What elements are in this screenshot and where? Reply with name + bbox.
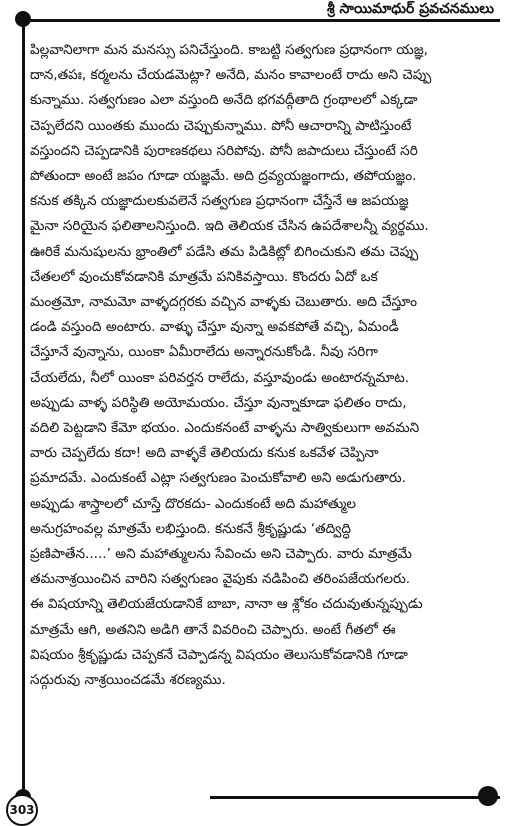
body-text xyxy=(30,38,498,693)
text-line: మైనా సరియైన ఫలితాలనిస్తుంది. ఇది తెలియక చేసిన ఉపదేశాలన్నీ వ్యర్థము. xyxy=(30,218,429,235)
text-line: వదిలి పెట్టడాని కేమో భయం. ఎందుకనంటే వాళ్ళను సాత్వికులుగా అవమని xyxy=(30,420,420,437)
text-line: కున్నాము. సత్వగుణం ఎలా వస్తుంది అనేది భగవద్గీతాది గ్రంథాలలో ఎక్కడా xyxy=(30,92,418,109)
running-header-title: శ్రీ సాయిమాధుర్ ప్రవచనములు xyxy=(323,0,498,18)
text-line: వారు చెప్పలేదు కదా! అది వాళ్ళకే తెలియదు కనుక ఒకవేళ చెప్పినా xyxy=(30,445,379,462)
page-number: 303 xyxy=(6,794,38,826)
text-line: చేస్తూనే వున్నాను, యింకా ఏమీరాలేదు అన్నారనుకోండి. నీవు సరిగా xyxy=(30,344,378,361)
text-line: అనుగ్రహంవల్ల మాత్రమే లభిస్తుంది. కనుకనే శ్రీకృష్ణుడు ‘తద్విద్ధి xyxy=(30,520,351,537)
text-line: వస్తుందని చెప్పడానికి పురాణకథలు సరిపోవు. పోనీ జపాదులు చేస్తుంటే సరి xyxy=(30,142,418,159)
text-line: చేయలేదు, నీలో యింకా పరివర్తన రాలేదు, వస్తూవుండు అంటారన్నమాట. xyxy=(30,369,410,386)
text-line: చెప్పలేదని యింతకు ముందు చెప్పుకున్నాము. పోనీ ఆచారాన్ని పాటిస్తుంటే xyxy=(30,117,412,134)
text-line: ప్రణిపాతేన.....’ అని మహాత్ములను సేవించు అని చెప్పారు. వారు మాత్రమే xyxy=(30,546,412,563)
text-line: ప్రమాదమే. ఎందుకంటే ఎట్లా సత్వగుణం పెంచుకోవాలి అని అడుగుతారు. xyxy=(30,470,406,487)
page-frame-bottom-rule xyxy=(210,796,500,799)
text-line: పోతుందా అంటే జపం గూడా యజ్ఞమే. అది ద్రవ్యయజ్ఞంగాదు, తపోయజ్ఞం. xyxy=(30,168,417,185)
text-line: కనుక తక్కిన యజ్ఞాదులకువలెనే సత్వగుణ ప్రధానంగా చేస్తేనే ఆ జపయజ్ఞ xyxy=(30,193,409,210)
text-line: చేతలలో వుంచుకోవడానికి మాత్రమే పనికివస్తాయి. కొందరు ఏదో ఒక xyxy=(30,268,378,285)
text-line: దాన,తపః, కర్మలను చేయడమెట్లా? అనేది, మనం కావాలంటే రాదు అని చెప్పు xyxy=(30,67,432,84)
text-line: విషయం శ్రీకృష్ణుడు చెప్పకనే చెప్పాడన్న విషయం తెలుసుకోవడానికి గూడా xyxy=(30,646,408,663)
frame-corner-dot-bottom-right xyxy=(478,786,498,806)
text-line: అప్పుడు శాస్త్రాలలో చూస్తే దొరకదు- ఎందుకంటే అది మహాత్ముల xyxy=(30,495,357,512)
text-line: అప్పుడు వాళ్ళ పరిస్థితి అయోమయం. చేస్తూ వున్నాకూడా ఫలితం రాదు, xyxy=(30,394,407,411)
page-frame-left-rule xyxy=(22,19,25,795)
text-line: ఊరికే మనుషులను భ్రాంతిలో పడేసి తమ పిడికిట్లో బిగించుకుని తమ చెప్పు xyxy=(30,243,419,260)
text-line: తమనాశ్రయించిన వారిని సత్వగుణం వైపుకు నడిపించి తరింపజేయగలరు. xyxy=(30,571,411,588)
text-line: మంత్రమో, నామమో వాళ్ళదగ్గరకు వచ్చిన వాళ్ళకు చెబుతారు. అది చేస్తూం xyxy=(30,294,418,311)
page-frame-top-rule xyxy=(22,19,500,22)
text-line: సద్గురువు నాశ్రయించడమే శరణ్యము. xyxy=(30,672,226,689)
text-line: ఈ విషయాన్ని తెలియజేయడానికే బాబా, నానా ఆ శ్లోకం చదువుతున్నప్పుడు xyxy=(30,596,423,613)
text-line: మాత్రమే ఆగి, అతనిని అడిగి తానే వివరించి చెప్పారు. అంటే గీతలో ఈ xyxy=(30,621,396,638)
frame-corner-dot-top-left xyxy=(15,11,31,27)
text-line: పిల్లవానిలాగా మన మనస్సు పనిచేస్తుంది. కాబట్టి సత్వగుణ ప్రధానంగా యజ్ఞ, xyxy=(30,42,428,58)
text-line: డండి వస్తుంది అంటారు. వాళ్ళు చేస్తూ వున్నా అవకపోతే వచ్చి, ఏమండీ xyxy=(30,319,399,336)
